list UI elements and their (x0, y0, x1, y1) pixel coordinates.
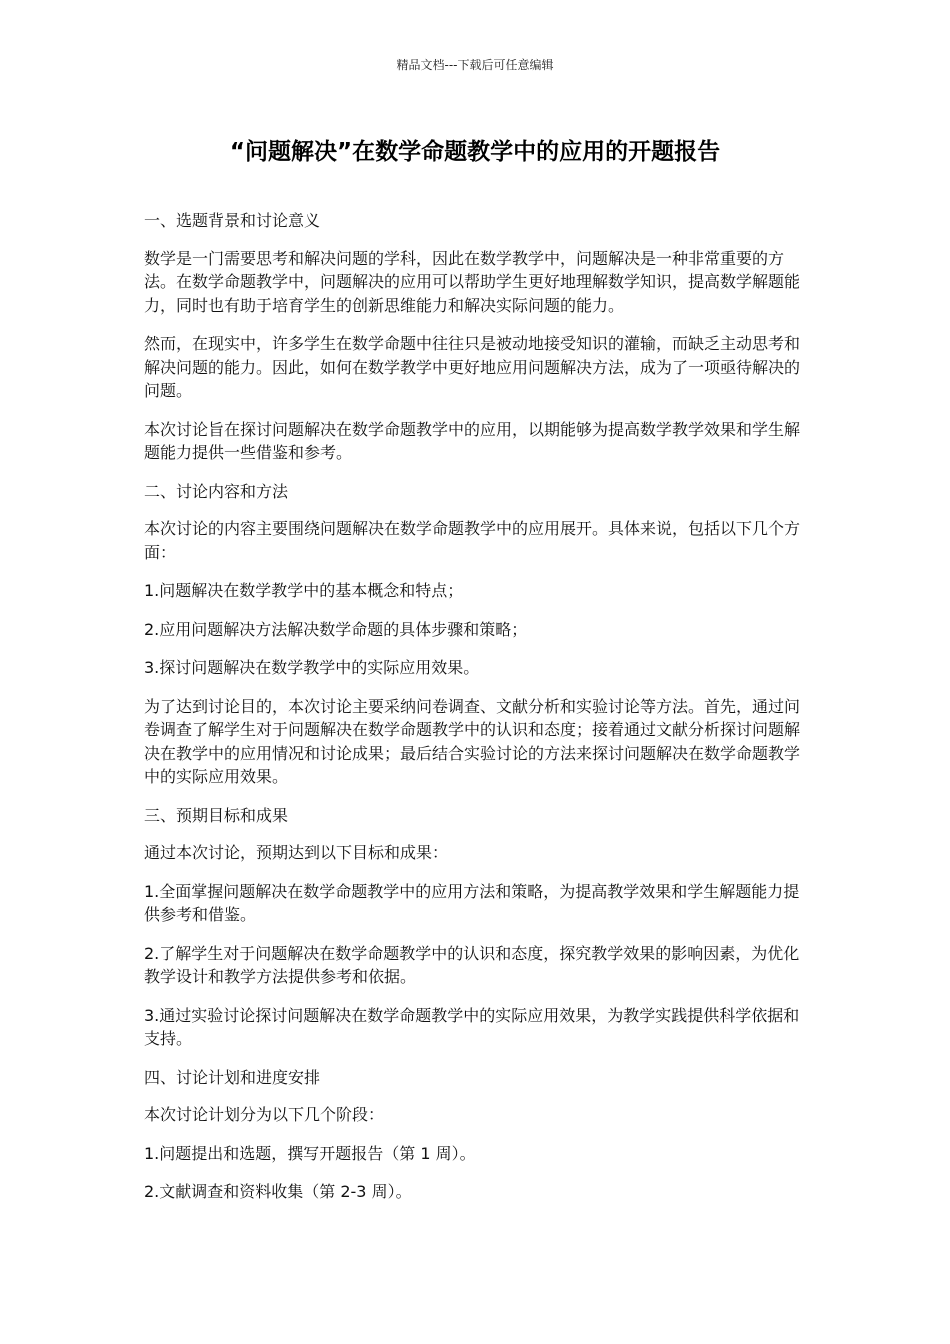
list-item: 2.应用问题解决方法解决数学命题的具体步骤和策略； (144, 619, 528, 639)
list-item: 3.通过实验讨论探讨问题解决在数学命题教学中的实际应用效果，为教学实践提供科学依据和支持。 (144, 1005, 800, 1048)
document-body (144, 209, 804, 1219)
paragraph: 通过本次讨论，预期达到以下目标和成果： (144, 843, 449, 862)
document-title: “问题解决”在数学命题教学中的应用的开题报告 (229, 139, 721, 165)
paragraph: 数学是一门需要思考和解决问题的学科，因此在数学教学中，问题解决是一种非常重要的方法。在数学命题教学中，问题解决的应用可以帮助学生更好地理解数学知识，提高数学解题能力，同时也有助于培育学生的创新思维能力和解决实际问题的能力。 (144, 248, 801, 315)
paragraph: 本次讨论计划分为以下几个阶段： (144, 1105, 385, 1124)
paragraph: 本次讨论旨在探讨问题解决在数学命题教学中的应用，以期能够为提高数学教学效果和学生解题能力提供一些借鉴和参考。 (144, 419, 801, 462)
list-item: 2.文献调查和资料收集（第 2-3 周）。 (144, 1182, 412, 1201)
list-item: 1.全面掌握问题解决在数学命题教学中的应用方法和策略，为提高教学效果和学生解题能力提供参考和借鉴。 (144, 881, 800, 924)
list-item: 3.探讨问题解决在数学教学中的实际应用效果。 (144, 658, 480, 677)
section-heading: 一、选题背景和讨论意义 (144, 211, 321, 230)
paragraph: 本次讨论的内容主要围绕问题解决在数学命题教学中的应用展开。具体来说，包括以下几个方面： (144, 519, 801, 562)
paragraph: 然而，在现实中，许多学生在数学命题中往往只是被动地接受知识的灌输，而缺乏主动思考和解决问题的能力。因此，如何在数学教学中更好地应用问题解决方法，成为了一项亟待解决的问题。 (144, 334, 801, 400)
list-item: 1.问题提出和选题，撰写开题报告（第 1 周）。 (144, 1143, 476, 1163)
paragraph: 为了达到讨论目的，本次讨论主要采纳问卷调查、文献分析和实验讨论等方法。首先，通过问卷调查了解学生对于问题解决在数学命题教学中的认识和态度；接着通过文献分析探讨问题解决在教学中的应用情况和讨论成果；最后结合实验讨论的方法来探讨问题解决在数学命题教学中的实际应用效果。 (144, 696, 801, 786)
section-heading: 四、讨论计划和进度安排 (144, 1067, 321, 1087)
header-note: 精品文档---下载后可任意编辑 (396, 58, 554, 72)
list-item: 1.问题解决在数学教学中的基本概念和特点； (144, 581, 464, 600)
section-heading: 二、讨论内容和方法 (144, 481, 289, 501)
list-item: 2.了解学生对于问题解决在数学命题教学中的认识和态度，探究教学效果的影响因素，为优化教学设计和教学方法提供参考和依据。 (144, 943, 800, 986)
section-heading: 三、预期目标和成果 (144, 805, 289, 825)
